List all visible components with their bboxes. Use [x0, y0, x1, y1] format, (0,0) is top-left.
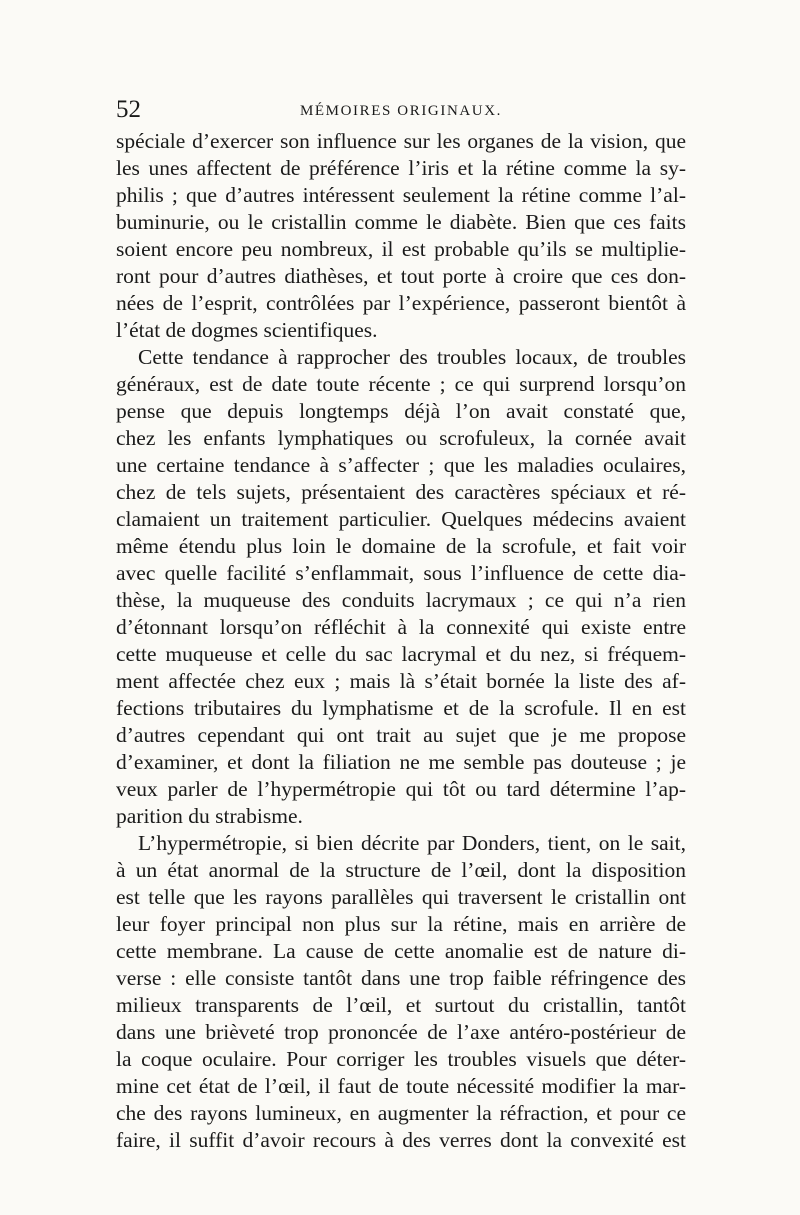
text-line: la coque oculaire. Pour corriger les troubles visuels que déter- [116, 1047, 686, 1071]
page-header [116, 96, 686, 124]
text-line: chez de tels sujets, présentaient des caractères spéciaux et ré- [116, 480, 686, 504]
text-line: à un état anormal de la structure de l’œil, dont la disposition [116, 858, 686, 882]
text-line: chez les enfants lymphatiques ou scrofuleux, la cornée avait [116, 426, 686, 450]
text-line: milieux transparents de l’œil, et surtout du cristallin, tantôt [116, 993, 686, 1017]
text-line: cette muqueuse et celle du sac lacrymal et du nez, si fréquem- [116, 642, 686, 666]
text-line: philis ; que d’autres intéressent seulement la rétine comme l’al- [116, 183, 686, 207]
text-line: fections tributaires du lymphatisme et de la scrofule. Il en est [116, 696, 686, 720]
text-line: ment affectée chez eux ; mais là s’était bornée la liste des af- [116, 669, 686, 693]
body-text [116, 128, 686, 1154]
text-line: dans une brièveté trop prononcée de l’axe antéro-postérieur de [116, 1020, 686, 1044]
page-number: 52 [116, 96, 141, 123]
text-line: cette membrane. La cause de cette anomalie est de nature di- [116, 939, 686, 963]
running-title: MÉMOIRES ORIGINAUX. [299, 103, 503, 119]
text-line: avec quelle facilité s’enflammait, sous l’influence de cette dia- [116, 561, 686, 585]
text-line: leur foyer principal non plus sur la rétine, mais en arrière de [116, 912, 686, 936]
text-line: l’état de dogmes scientifiques. [116, 318, 378, 342]
text-line: d’examiner, et dont la filiation ne me semble pas douteuse ; je [116, 750, 686, 774]
text-line: pense que depuis longtemps déjà l’on avait constaté que, [116, 399, 686, 423]
text-line: spéciale d’exercer son influence sur les organes de la vision, que [116, 129, 686, 153]
text-line: clamaient un traitement particulier. Quelques médecins avaient [116, 507, 686, 531]
text-line: che des rayons lumineux, en augmenter la réfraction, et pour ce [116, 1101, 686, 1125]
text-line: parition du strabisme. [116, 804, 303, 828]
text-line: une certaine tendance à s’affecter ; que les maladies oculaires, [116, 453, 686, 477]
text-line: d’étonnant lorsqu’on réfléchit à la connexité qui existe entre [116, 615, 686, 639]
text-line: même étendu plus loin le domaine de la scrofule, et fait voir [116, 534, 686, 558]
text-line: généraux, est de date toute récente ; ce qui surprend lorsqu’on [116, 372, 686, 396]
text-line: buminurie, ou le cristallin comme le diabète. Bien que ces faits [116, 210, 686, 234]
text-line: verse : elle consiste tantôt dans une trop faible réfringence des [116, 966, 686, 990]
text-line: L’hypermétropie, si bien décrite par Donders, tient, on le sait, [138, 831, 686, 855]
text-line: les unes affectent de préférence l’iris et la rétine comme la sy- [116, 156, 686, 180]
text-line: nées de l’esprit, contrôlées par l’expérience, passeront bientôt à [116, 291, 686, 315]
text-line: mine cet état de l’œil, il faut de toute nécessité modifier la mar- [116, 1074, 686, 1098]
text-line: soient encore peu nombreux, il est probable qu’ils se multiplie- [116, 237, 686, 261]
text-line: Cette tendance à rapprocher des troubles locaux, de troubles [138, 345, 686, 369]
text-line: d’autres cependant qui ont trait au sujet que je me propose [116, 723, 686, 747]
text-line: faire, il suffit d’avoir recours à des verres dont la convexité est [116, 1128, 686, 1152]
text-line: ront pour d’autres diathèses, et tout porte à croire que ces don- [116, 264, 686, 288]
text-line: veux parler de l’hypermétropie qui tôt ou tard détermine l’ap- [116, 777, 686, 801]
text-line: est telle que les rayons parallèles qui traversent le cristallin ont [116, 885, 686, 909]
text-line: thèse, la muqueuse des conduits lacrymaux ; ce qui n’a rien [116, 588, 686, 612]
